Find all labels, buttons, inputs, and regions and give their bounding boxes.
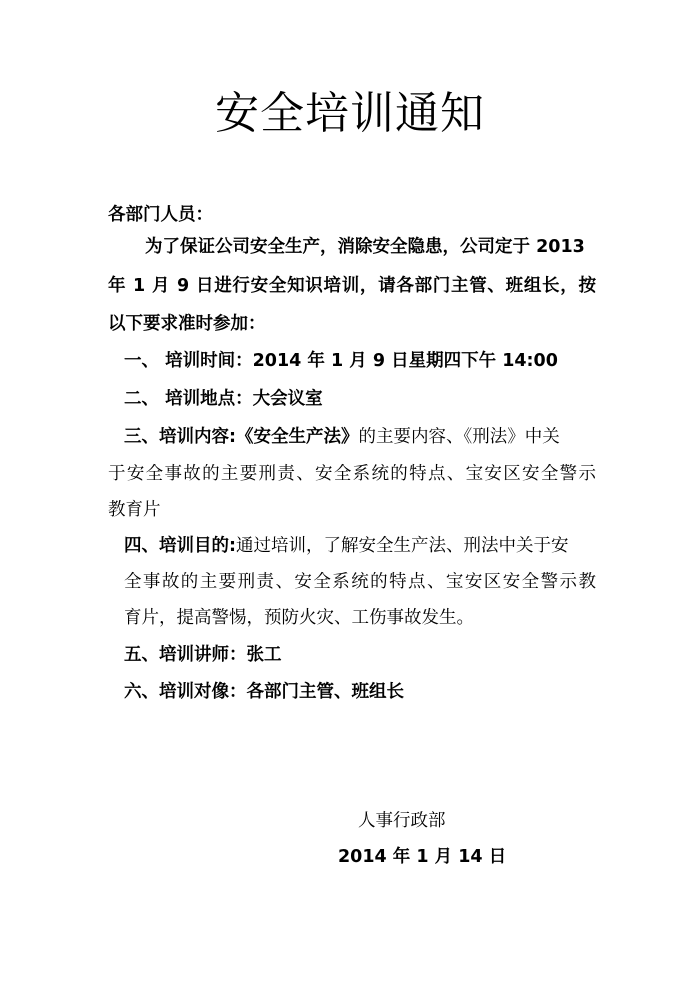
salutation: 各部门人员：: [108, 205, 213, 225]
content-text: 的主要内容、《刑法》中关: [358, 427, 560, 447]
purpose-line-2: 全事故的主要刑责、安全系统的特点、宝安区安全警示教: [124, 572, 596, 592]
item-training-time: 一、 培训时间：2014 年 1 月 9 日星期四下午 14:00: [124, 351, 558, 371]
content-label: 三、培训内容:: [124, 427, 236, 447]
item-training-location: 二、 培训地点：大会议室: [124, 389, 323, 409]
item-training-purpose: [124, 531, 569, 561]
item-training-lecturer: 五、培训讲师：张工: [124, 645, 282, 665]
content-line-2: 于安全事故的主要刑责、安全系统的特点、宝安区安全警示: [108, 464, 596, 484]
item-training-audience: 六、培训对像：各部门主管、班组长: [124, 682, 404, 702]
page-title: 安全培训通知: [215, 88, 485, 139]
purpose-line-3: 育片，提高警惕，预防火灾、工伤事故发生。: [124, 608, 474, 628]
purpose-text: 通过培训，了解安全生产法、刑法中关于安: [236, 536, 569, 556]
purpose-label: 四、培训目的:: [124, 536, 236, 556]
item-training-content: [124, 422, 560, 452]
intro-line-1: 为了保证公司安全生产，消除安全隐患，公司定于 2013: [145, 237, 585, 257]
intro-line-2: 年 1 月 9 日进行安全知识培训，请各部门主管、班组长，按: [108, 276, 596, 296]
signature-department: 人事行政部: [358, 811, 446, 831]
intro-line-3: 以下要求准时参加：: [108, 314, 266, 334]
content-line-3: 教育片: [108, 500, 161, 520]
content-law-title: 《安全生产法》: [236, 427, 359, 447]
signature-date: 2014 年 1 月 14 日: [338, 847, 507, 867]
